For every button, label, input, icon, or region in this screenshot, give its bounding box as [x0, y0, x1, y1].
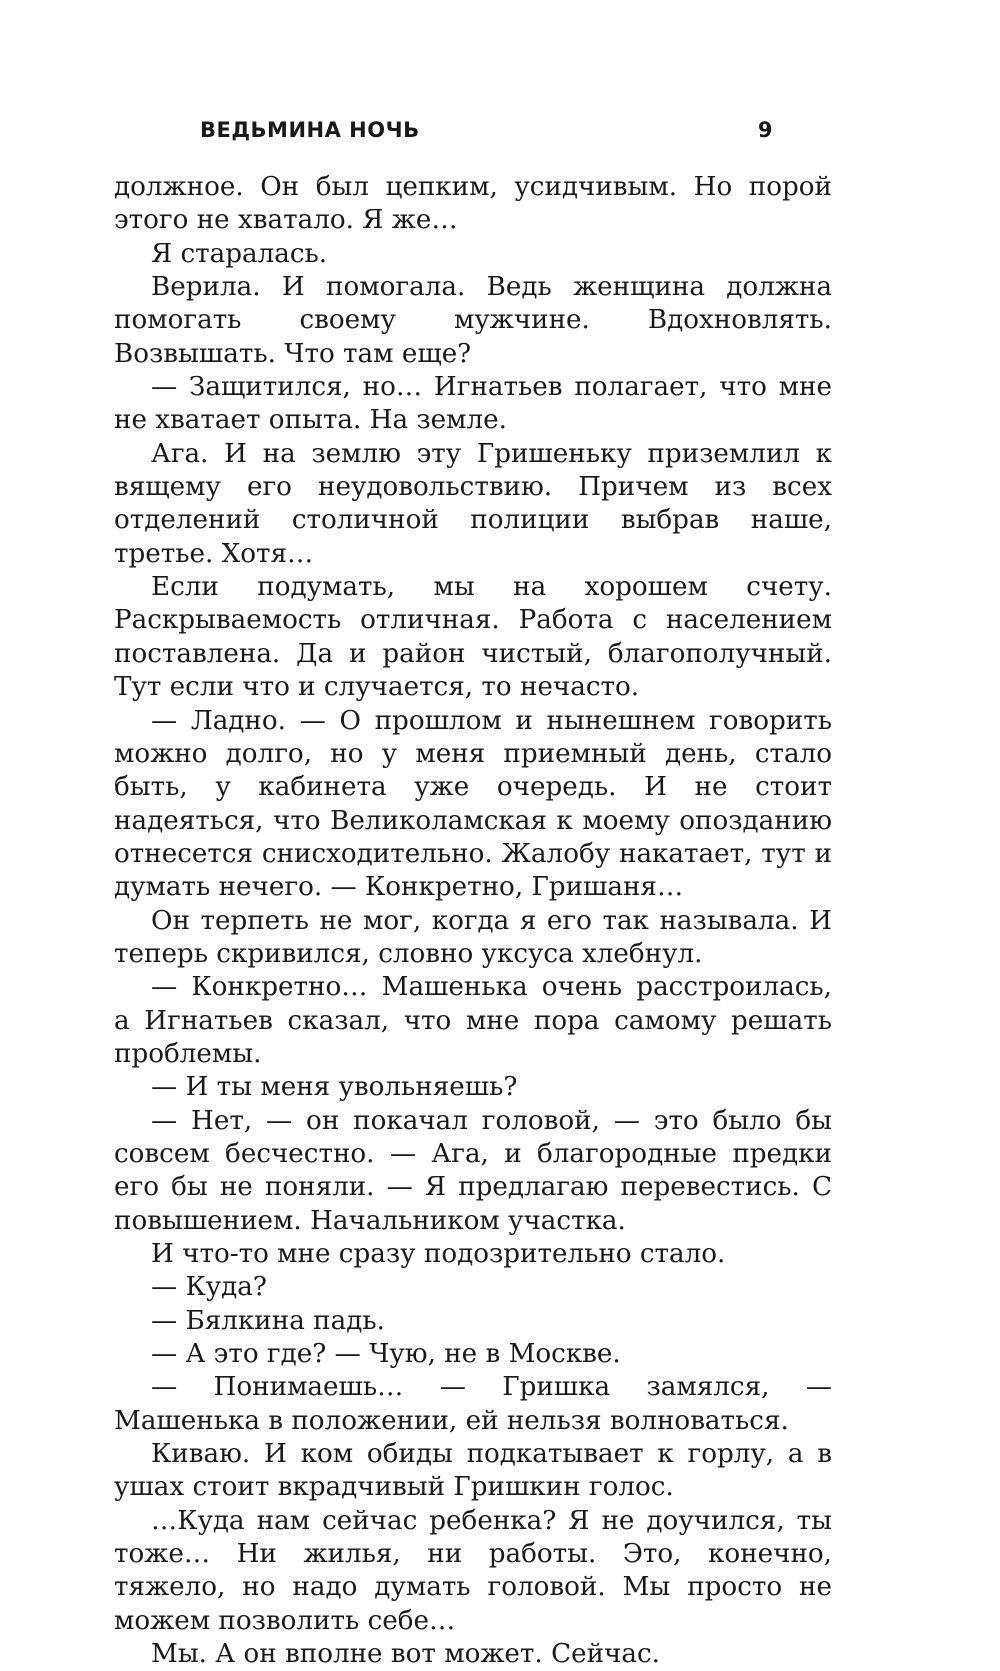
paragraph: И что-то мне сразу подозрительно стало. — [151, 1239, 726, 1269]
paragraph: — Нет, — он покачал головой, — это было бы совсем бесчестно. — Ага, и благородные предки его бы не поняли. — Я предлагаю перевестись. С повышением. Начальником участка. — [114, 1105, 832, 1236]
paragraph: — Защитился, но… Игнатьев полагает, что мне не хватает опыта. На земле. — [114, 372, 832, 436]
page-number: 9 — [757, 118, 773, 142]
paragraph: — И ты меня увольняешь? — [151, 1072, 518, 1103]
paragraph: — Бялкина падь. — [151, 1305, 385, 1336]
paragraph: — Куда? — [151, 1272, 267, 1303]
paragraph: — Конкретно… Машенька очень расстроилась, а Игнатьев сказал, что мне пора самому решать проблемы. — [114, 972, 832, 1069]
paragraph: …Куда нам сейчас ребенка? Я не доучился, ты тоже… Ни жилья, ни работы. Это, конечно, тяжело, но надо думать головой. Мы просто не можем позволить себе… — [114, 1505, 832, 1636]
paragraph: — А это где? — Чую, не в Москве. — [151, 1339, 621, 1370]
paragraph: Мы. А он вполне вот может. Сейчас. — [151, 1639, 660, 1670]
paragraph: Если подумать, мы на хорошем счету. Раскрываемость отличная. Работа с населением поставлена. Да и район чистый, благополучный. Тут если что и случается, то нечасто. — [114, 572, 832, 703]
paragraph: Ага. И на землю эту Гришеньку приземлил к вящему его неудовольствию. Причем из всех отделений столичной полиции выбрав наше, третье. Хотя… — [114, 438, 832, 569]
paragraph: — Ладно. — О прошлом и нынешнем говорить можно долго, но у меня приемный день, стало быть, у кабинета уже очередь. И не стоит надеяться, что Великоламская к моему опозданию отнесется снисходительно. Жалобу накатает, тут и думать нечего. — Конкретно, Гришаня… — [114, 705, 832, 903]
body-text — [114, 171, 832, 1671]
paragraph: должное. Он был цепким, усидчивым. Но порой этого не хватало. Я же… — [114, 172, 832, 236]
paragraph: Я старалась. — [151, 238, 328, 269]
running-head — [200, 118, 773, 148]
paragraph: — Понимаешь… — Гришка замялся, — Машенька в положении, ей нельзя волноваться. — [114, 1372, 832, 1436]
paragraph: Верила. И помогала. Ведь женщина должна помогать своему мужчине. Вдохновлять. Возвышать. Что там еще? — [114, 272, 832, 369]
paragraph: Он терпеть не мог, когда я его так называла. И теперь скривился, словно уксуса хлебнул. — [114, 905, 832, 969]
paragraph: Киваю. И ком обиды подкатывает к горлу, а в ушах стоит вкрадчивый Гришкин голос. — [114, 1439, 832, 1503]
running-head-title: ВЕДЬМИНА НОЧЬ — [200, 118, 420, 142]
